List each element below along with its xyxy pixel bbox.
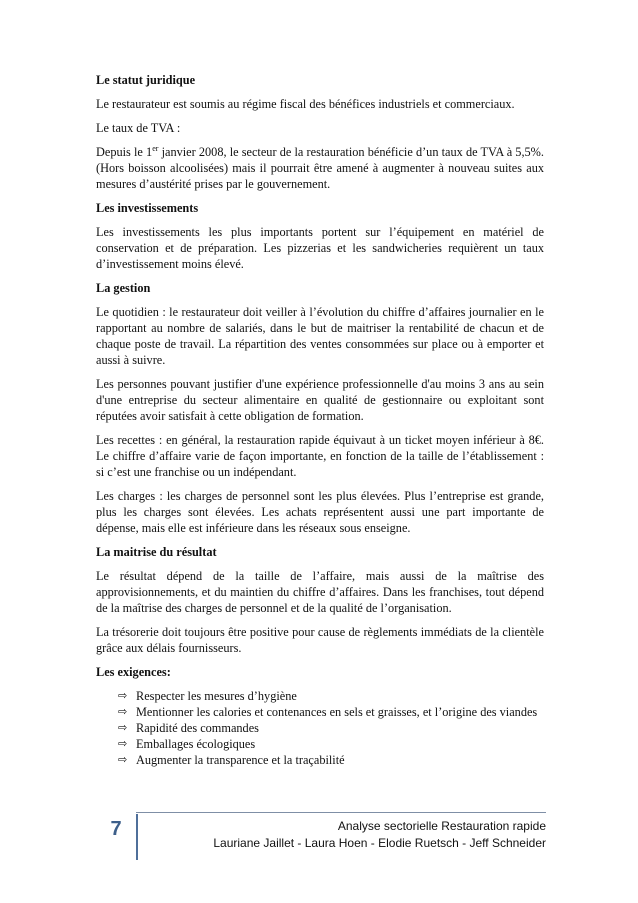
- paragraph: Le résultat dépend de la taille de l’affaire, mais aussi de la maîtrise des approvisionnements, et du maintien du chiffre d’affaires. Dans les franchises, tout dépend de la maîtrise des charges de personnel et de la qualité de l’organisation.: [96, 569, 544, 615]
- right-arrow-icon: ⇨: [118, 737, 128, 750]
- section-heading-investissements: Les investissements: [96, 201, 199, 215]
- paragraph: Le restaurateur est soumis au régime fiscal des bénéfices industriels et commerciaux.: [96, 97, 515, 111]
- list-item: [118, 736, 544, 752]
- list-item: [118, 704, 544, 720]
- right-arrow-icon: ⇨: [118, 753, 128, 766]
- paragraph: La trésorerie doit toujours être positive pour cause de règlements immédiats de la clientèle grâce aux délais fournisseurs.: [96, 625, 544, 655]
- list-item-text: Augmenter la transparence et la traçabilité: [136, 753, 345, 767]
- footer-text: [213, 818, 546, 852]
- footer-authors: Lauriane Jaillet - Laura Hoen - Elodie Ruetsch - Jeff Schneider: [213, 836, 546, 850]
- footer-title: Analyse sectorielle Restauration rapide: [337, 819, 546, 833]
- section-heading-statut: Le statut juridique: [96, 73, 196, 87]
- right-arrow-icon: ⇨: [118, 705, 128, 718]
- paragraph: Les personnes pouvant justifier d'une expérience professionnelle d'au moins 3 ans au sein d'une entreprise du secteur alimentaire en qualité de gestionnaire ou exploitant sont réputées avoir satisfait à cette obligation de formation.: [96, 377, 544, 423]
- paragraph: Le taux de TVA :: [96, 121, 181, 135]
- text-fragment: janvier 2008, le secteur de la restauration bénéficie d’un taux de TVA à 5,5%. (Hors boisson alcoolisées) mais il pourrait être amené à augmenter à nouveau suites aux mesures d’austérité prises par le gouvernement.: [96, 145, 544, 191]
- section-heading-maitrise: La maitrise du résultat: [96, 545, 217, 559]
- list-item-text: Emballages écologiques: [136, 737, 256, 751]
- superscript: er: [152, 143, 159, 153]
- list-item-text: Mentionner les calories et contenances en sels et graisses, et l’origine des viandes: [136, 705, 538, 719]
- list-item-text: Respecter les mesures d’hygiène: [136, 689, 297, 703]
- document-body: [96, 72, 544, 768]
- list-item: [118, 752, 544, 768]
- paragraph: Les recettes : en général, la restauration rapide équivaut à un ticket moyen inférieur à 8€. Le chiffre d’affaire varie de façon importante, en fonction de la taille de l’établissement : si c’est une franchise ou un indépendant.: [96, 433, 544, 479]
- list-item-text: Rapidité des commandes: [136, 721, 259, 735]
- paragraph: Les charges : les charges de personnel sont les plus élevées. Plus l’entreprise est grande, plus les charges sont élevées. Les achats représentent aussi une part importante de dépense, mais elle est inférieure dans les réseaux sous enseigne.: [96, 489, 544, 535]
- page-number: 7: [110, 818, 122, 840]
- right-arrow-icon: ⇨: [118, 689, 128, 702]
- right-arrow-icon: ⇨: [118, 721, 128, 734]
- text-fragment: Depuis le 1: [96, 145, 153, 159]
- page-footer: [96, 812, 546, 862]
- page-number-divider: [136, 814, 138, 860]
- list-item: [118, 720, 544, 736]
- paragraph-tva: [96, 144, 544, 192]
- section-heading-gestion: La gestion: [96, 281, 151, 295]
- footer-divider: [136, 812, 546, 813]
- list-item: [118, 688, 544, 704]
- section-heading-exigences: Les exigences:: [96, 665, 171, 679]
- requirements-list: [96, 688, 544, 768]
- paragraph: Le quotidien : le restaurateur doit veiller à l’évolution du chiffre d’affaires journalier en le rapportant au nombre de salariés, dans le but de maitriser la rentabilité de chacun et de chaque poste de travail. La répartition des ventes consommées sur place ou à emporter et aussi à suivre.: [96, 305, 544, 367]
- paragraph: Les investissements les plus importants portent sur l’équipement en matériel de conservation et de préparation. Les pizzerias et les sandwicheries requièrent un taux d’investissement moins élevé.: [96, 225, 544, 271]
